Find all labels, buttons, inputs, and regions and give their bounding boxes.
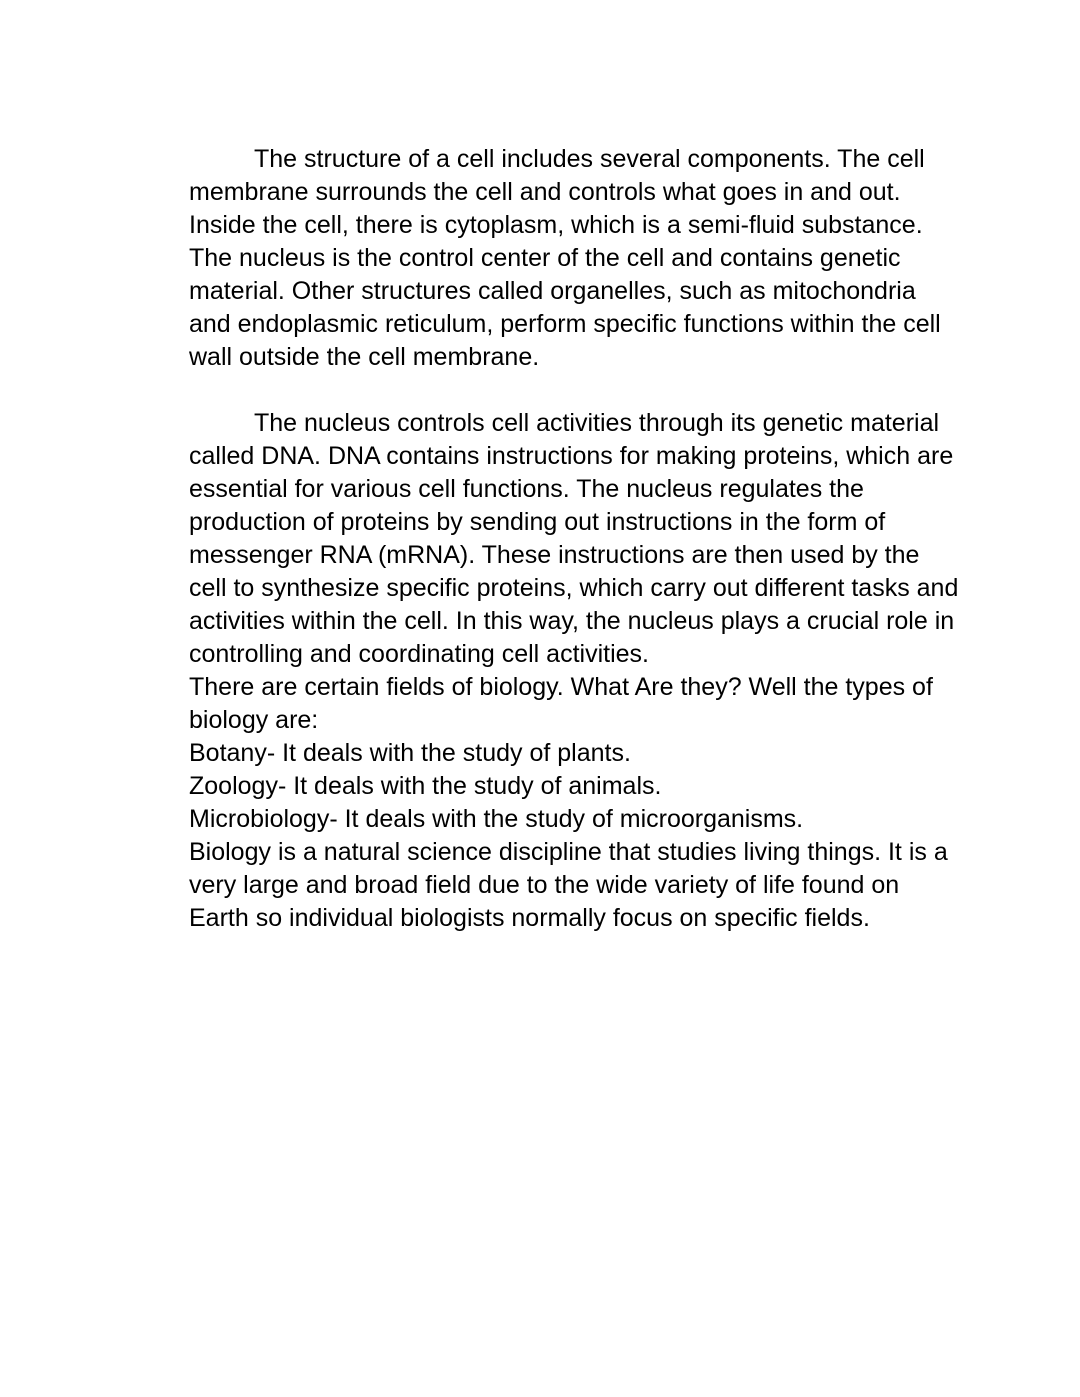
blank-line [189, 374, 989, 407]
text-line: Earth so individual biologists normally focus on specific fields. [189, 904, 870, 932]
text-line: membrane surrounds the cell and controls what goes in and out. [189, 178, 901, 206]
text-line: activities within the cell. In this way, the nucleus plays a crucial role in [189, 607, 955, 635]
text-line: wall outside the cell membrane. [189, 343, 540, 371]
text-line: Microbiology- It deals with the study of microorganisms. [189, 805, 804, 833]
text-line: and endoplasmic reticulum, perform specific functions within the cell [189, 310, 941, 338]
document-text [189, 143, 989, 935]
text-line: The nucleus controls cell activities through its genetic material [254, 409, 940, 437]
text-line: production of proteins by sending out instructions in the form of [189, 508, 886, 536]
text-line: biology are: [189, 706, 319, 734]
text-line: There are certain fields of biology. What Are they? Well the types of [189, 673, 933, 701]
text-line: controlling and coordinating cell activities. [189, 640, 649, 668]
text-line: messenger RNA (mRNA). These instructions are then used by the [189, 541, 920, 569]
text-line: Botany- It deals with the study of plants. [189, 739, 631, 767]
text-line: The structure of a cell includes several components. The cell [254, 145, 925, 173]
text-line: cell to synthesize specific proteins, which carry out different tasks and [189, 574, 959, 602]
text-line: essential for various cell functions. The nucleus regulates the [189, 475, 864, 503]
text-line: The nucleus is the control center of the cell and contains genetic [189, 244, 901, 272]
text-line: called DNA. DNA contains instructions for making proteins, which are [189, 442, 954, 470]
text-line: Zoology- It deals with the study of animals. [189, 772, 662, 800]
text-line: very large and broad field due to the wide variety of life found on [189, 871, 900, 899]
text-line: Inside the cell, there is cytoplasm, which is a semi-fluid substance. [189, 211, 923, 239]
text-line: material. Other structures called organelles, such as mitochondria [189, 277, 916, 305]
text-line: Biology is a natural science discipline that studies living things. It is a [189, 838, 948, 866]
